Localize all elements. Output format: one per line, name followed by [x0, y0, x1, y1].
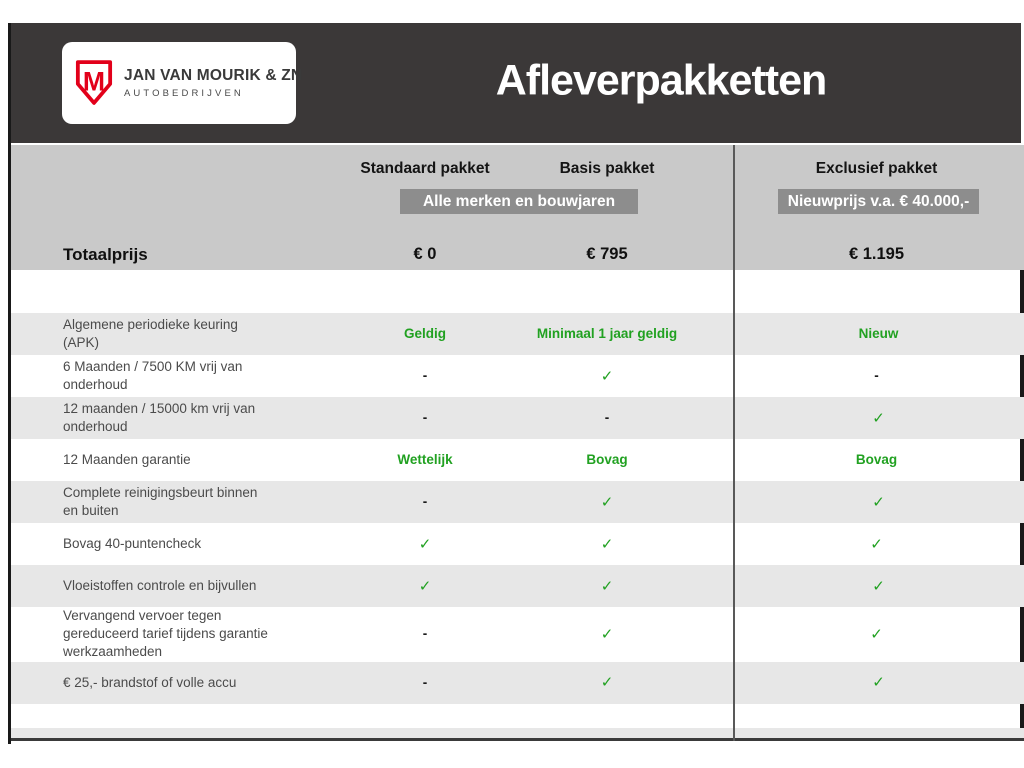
package-labels-row [11, 160, 1020, 178]
value-standaard [340, 367, 510, 385]
value-basis [510, 367, 704, 386]
pricing-header-band [11, 145, 1024, 270]
total-price-label: Totaalprijs [63, 244, 148, 264]
check-icon: ✓ [872, 493, 885, 511]
check-icon: ✓ [600, 577, 614, 595]
logo-text [124, 67, 302, 99]
check-icon: ✓ [870, 535, 883, 553]
value-exclusief [733, 577, 1024, 596]
dash-icon: - [604, 410, 610, 425]
check-icon: ✓ [600, 674, 614, 692]
dealer-logo [62, 42, 303, 124]
table-row [11, 662, 1024, 704]
check-icon: ✓ [872, 577, 885, 595]
value-basis [510, 673, 704, 692]
value-basis [510, 325, 704, 343]
table-row [11, 439, 1020, 481]
title-header [11, 23, 1021, 143]
price-basis: € 795 [586, 245, 628, 263]
feature-label: Algemene periodieke keuring (APK) [63, 316, 238, 350]
check-icon: ✓ [872, 409, 885, 427]
value-standaard [340, 451, 510, 469]
badge-alle-merken: Alle merken en bouwjaren [400, 189, 638, 214]
dash-icon: - [422, 626, 428, 642]
value-basis [510, 493, 704, 512]
feature-label: 6 Maanden / 7500 KM vrij van onderhoud [63, 358, 243, 392]
shield-m-icon [75, 60, 113, 106]
price-standaard: € 0 [413, 245, 437, 263]
logo-company-name: JAN VAN MOURIK & ZN [124, 67, 303, 84]
feature-label: € 25,- brandstof of volle accu [63, 674, 237, 690]
column-divider-line [733, 145, 735, 741]
value-standaard [340, 674, 510, 692]
table-row [11, 355, 1020, 397]
value-text: Bovag [586, 452, 628, 467]
value-standaard [340, 325, 510, 343]
check-icon: ✓ [600, 493, 614, 511]
badge-nieuwprijs: Nieuwprijs v.a. € 40.000,- [778, 189, 979, 214]
value-text: Wettelijk [397, 452, 453, 467]
value-basis [510, 535, 704, 554]
value-exclusief [733, 409, 1024, 428]
logo-tagline: AUTOBEDRIJVEN [124, 88, 244, 99]
package-label-exclusief: Exclusief pakket [815, 160, 938, 177]
value-text: Bovag [855, 452, 898, 467]
bottom-band [11, 728, 1024, 741]
value-exclusief [733, 451, 1020, 469]
price-exclusief: € 1.195 [848, 245, 905, 263]
check-icon: ✓ [418, 577, 432, 595]
feature-label: Vervangend vervoer tegen gereduceerd tarief tijdens garantie werkzaamheden [63, 608, 268, 660]
table-row [11, 523, 1020, 565]
value-exclusief [733, 325, 1024, 343]
value-basis [510, 409, 704, 427]
value-standaard [340, 535, 510, 554]
check-icon: ✓ [600, 367, 614, 385]
check-icon: ✓ [872, 674, 885, 692]
value-basis [510, 577, 704, 596]
value-standaard [340, 409, 510, 427]
page-title: Afleverpakketten [495, 56, 827, 105]
table-row [11, 481, 1024, 523]
package-label-standaard: Standaard pakket [360, 160, 490, 177]
check-icon: ✓ [600, 535, 614, 553]
value-standaard [340, 577, 510, 596]
value-standaard [340, 493, 510, 511]
value-standaard [340, 625, 510, 643]
value-exclusief [733, 493, 1024, 512]
value-exclusief [733, 673, 1024, 692]
value-exclusief [733, 625, 1020, 644]
feature-label: 12 maanden / 15000 km vrij van onderhoud [63, 400, 256, 434]
check-icon: ✓ [870, 625, 883, 643]
total-price-row [11, 241, 1020, 268]
check-icon: ✓ [418, 535, 432, 553]
value-text: Minimaal 1 jaar geldig [536, 326, 678, 341]
value-text: Geldig [403, 326, 446, 341]
feature-label: Vloeistoffen controle en bijvullen [63, 577, 257, 593]
table-row [11, 565, 1024, 607]
package-label-basis: Basis pakket [559, 160, 655, 177]
dash-icon: - [422, 410, 428, 425]
dash-icon: - [874, 368, 879, 383]
value-exclusief [733, 535, 1020, 554]
dash-icon: - [422, 494, 428, 509]
value-exclusief [733, 367, 1020, 385]
feature-label: Complete reinigingsbeurt binnen en buiten [63, 484, 258, 518]
table-body [11, 313, 1024, 704]
table-row [11, 313, 1024, 355]
table-row [11, 397, 1024, 439]
value-basis [510, 451, 704, 469]
value-basis [510, 625, 704, 644]
value-text: Nieuw [858, 326, 899, 341]
dash-icon: - [422, 674, 428, 690]
logo-monogram: M [82, 66, 106, 97]
feature-label: Bovag 40-puntencheck [63, 535, 202, 551]
check-icon: ✓ [600, 625, 614, 643]
feature-label: 12 Maanden garantie [63, 451, 191, 467]
dash-icon: - [422, 368, 428, 383]
table-row [11, 607, 1020, 662]
